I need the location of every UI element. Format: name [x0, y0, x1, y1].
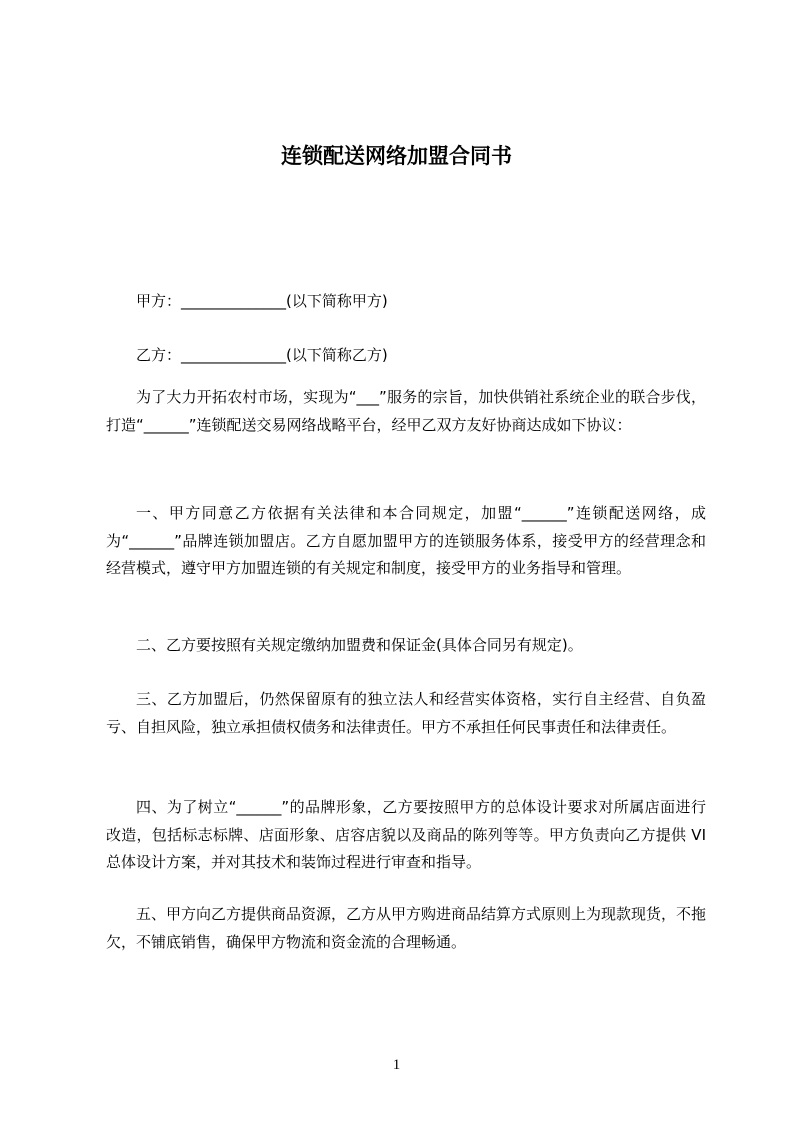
clause-1-paragraph: 一、甲方同意乙方依据有关法律和本合同规定，加盟“______”连锁配送网络，成为“______”品牌连锁加盟店。乙方自愿加盟甲方的连锁服务体系，接受甲方的经营理念和经营模式，遵守甲方加盟连锁的有关规定和制度，接受甲方的业务指导和管理。: [106, 504, 706, 577]
preamble-paragraph: 为了大力开拓农村市场，实现为“___”服务的宗旨，加快供销社系统企业的联合步伐，打造“______”连锁配送交易网络战略平台，经甲乙双方友好协商达成如下协议：: [106, 388, 706, 434]
clause-2-paragraph: 二、乙方要按照有关规定缴纳加盟费和保证金(具体合同另有规定)。: [136, 636, 583, 654]
clause-5-paragraph: 五、甲方向乙方提供商品资源，乙方从甲方购进商品结算方式原则上为现款现货，不拖欠，不铺底销售，确保甲方物流和资金流的合理畅通。: [106, 905, 707, 951]
page-number: 1: [392, 1057, 401, 1073]
clause-3-paragraph: 三、乙方加盟后，仍然保留原有的独立法人和经营实体资格，实行自主经营、自负盈亏、自担风险，独立承担债权债务和法律责任。甲方不承担任何民事责任和法律责任。: [106, 690, 706, 736]
clause-4-paragraph: 四、为了树立“______”的品牌形象，乙方要按照甲方的总体设计要求对所属店面进行改造，包括标志标牌、店面形象、店容店貌以及商品的陈列等等。甲方负责向乙方提供 VI 总体设计方案，并对其技术和装饰过程进行审查和指导。: [106, 798, 706, 871]
document-title: 连锁配送网络加盟合同书: [281, 144, 512, 168]
party-a-line: 甲方：______________(以下简称甲方): [136, 292, 388, 310]
party-b-line: 乙方：______________(以下简称乙方): [136, 346, 388, 364]
